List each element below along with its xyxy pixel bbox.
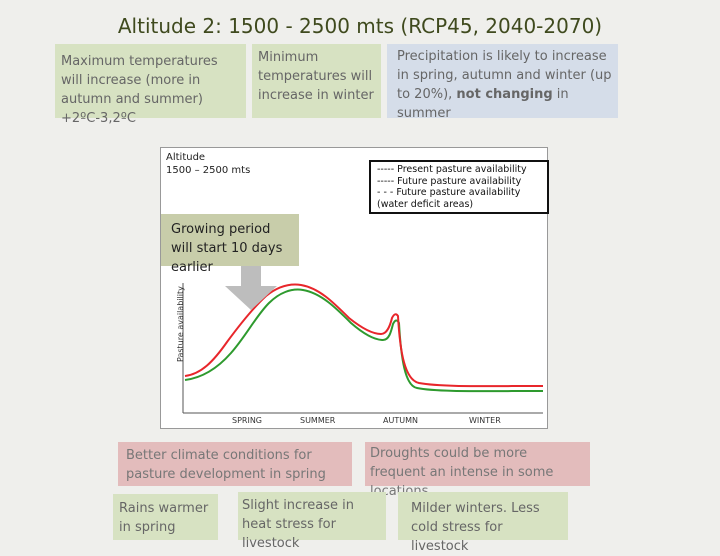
x-tick-autumn: AUTUMN <box>383 416 418 425</box>
y-axis-label: Pasture availability <box>176 286 185 362</box>
x-tick-summer: SUMMER <box>300 416 336 425</box>
precipitation-emphasis: not changing <box>456 87 553 102</box>
warmer-rains-box: Rains warmer in spring <box>113 494 218 540</box>
legend-future: ----- Future pasture availability <box>377 175 522 187</box>
precipitation-suffix: in summer <box>397 87 569 121</box>
precipitation-box <box>387 44 618 121</box>
pasture-chart <box>160 147 548 429</box>
heat-stress-box: Slight increase in heat stress for livestock <box>238 492 386 540</box>
better-conditions-box: Better climate conditions for pasture development in spring <box>118 442 352 486</box>
milder-winters-box: Milder winters. Less cold stress for livestock <box>398 492 568 540</box>
slide-title: Altitude 2: 1500 - 2500 mts (RCP45, 2040-2070) <box>117 14 603 38</box>
precipitation-text: Precipitation is likely to increase in spring, autumn and winter (up to 20%), <box>397 49 612 102</box>
max-temperature-box: Maximum temperatures will increase (more in autumn and summer) +2ºC-3,2ºC <box>55 44 246 118</box>
x-tick-winter: WINTER <box>469 416 501 425</box>
future-pasture-curve <box>185 285 543 387</box>
growing-period-callout: Growing period will start 10 days earlier <box>161 214 299 266</box>
droughts-box: Droughts could be more frequent an intense in some <box>365 442 590 486</box>
legend-future-deficit-note: (water deficit areas) <box>377 198 474 210</box>
min-temperature-box: Minimum temperatures will increase in winter <box>252 44 381 118</box>
x-tick-spring: SPRING <box>232 416 263 425</box>
present-pasture-curve <box>185 290 543 392</box>
chart-legend <box>369 160 549 214</box>
altitude-label <box>166 151 250 177</box>
altitude-label-line2: 1500 – 2500 mts <box>166 165 251 176</box>
altitude-label-line1: Altitude <box>166 152 206 163</box>
legend-present: ----- Present pasture availability <box>377 164 527 175</box>
legend-future-deficit: - - - Future pasture availability <box>377 187 521 198</box>
